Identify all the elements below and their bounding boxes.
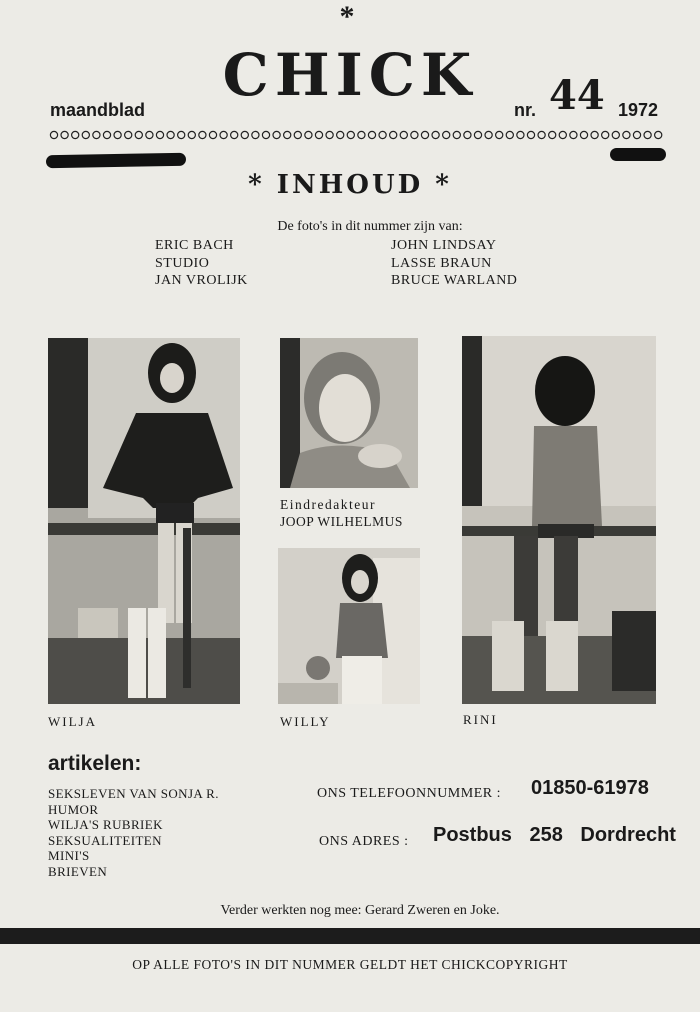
articles-heading: artikelen: bbox=[48, 752, 142, 775]
caption-rini: RINI bbox=[463, 712, 498, 727]
address-label: ONS ADRES : bbox=[319, 834, 409, 849]
censor-bar-left bbox=[46, 153, 186, 168]
photo-willy bbox=[278, 548, 420, 704]
issue-year: 1972 bbox=[618, 100, 659, 120]
issue-label: nr. bbox=[514, 100, 537, 120]
censor-bar-right bbox=[610, 148, 666, 161]
credit-name: STUDIO bbox=[155, 255, 210, 271]
article-item: BRIEVEN bbox=[48, 863, 108, 879]
article-item: MINI'S bbox=[48, 848, 90, 863]
credit-name: JAN VROLIJK bbox=[155, 273, 248, 288]
credits-left-column bbox=[155, 237, 248, 290]
credit-name: JOHN LINDSAY bbox=[391, 238, 497, 253]
article-item: SEKSUALITEITEN bbox=[48, 832, 162, 848]
editor-role: Eindredakteur bbox=[280, 497, 376, 512]
masthead-star: * bbox=[339, 0, 355, 33]
issue-number: 44 bbox=[549, 72, 605, 119]
decorative-ring-border bbox=[48, 128, 668, 142]
contributors-line: Verder werkten nog mee: Gerard Zweren en Joke. bbox=[220, 903, 500, 918]
address-value: Postbus 258 Dordrecht bbox=[433, 824, 676, 846]
editor-name: JOOP WILHELMUS bbox=[280, 514, 403, 529]
credits-right-column bbox=[391, 237, 517, 290]
articles-list bbox=[48, 786, 219, 879]
credit-name: BRUCE WARLAND bbox=[391, 273, 518, 288]
article-item: WILJA'S RUBRIEK bbox=[48, 817, 163, 832]
credit-name: LASSE BRAUN bbox=[391, 255, 492, 271]
photo-wilja bbox=[48, 338, 240, 704]
phone-label: ONS TELEFOONNUMMER : bbox=[317, 786, 501, 801]
magazine-title: CHICK bbox=[222, 41, 478, 109]
article-item: SEKSLEVEN VAN SONJA R. bbox=[48, 786, 219, 801]
maandblad-label: maandblad bbox=[50, 100, 146, 120]
photo-rini bbox=[462, 336, 656, 704]
credit-name: ERIC BACH bbox=[155, 238, 234, 253]
article-item: HUMOR bbox=[48, 801, 99, 817]
copyright-notice: OP ALLE FOTO'S IN DIT NUMMER GELDT HET CHICKCOPYRIGHT bbox=[132, 957, 568, 972]
footer-divider-bar bbox=[0, 928, 700, 944]
caption-wilja: WILJA bbox=[48, 714, 97, 729]
contents-heading: * INHOUD * bbox=[248, 170, 452, 200]
phone-number: 01850-61978 bbox=[531, 777, 649, 799]
photo-credits-heading: De foto's in dit nummer zijn van: bbox=[277, 219, 463, 234]
caption-willy: WILLY bbox=[280, 714, 331, 729]
photo-editor bbox=[280, 338, 418, 488]
